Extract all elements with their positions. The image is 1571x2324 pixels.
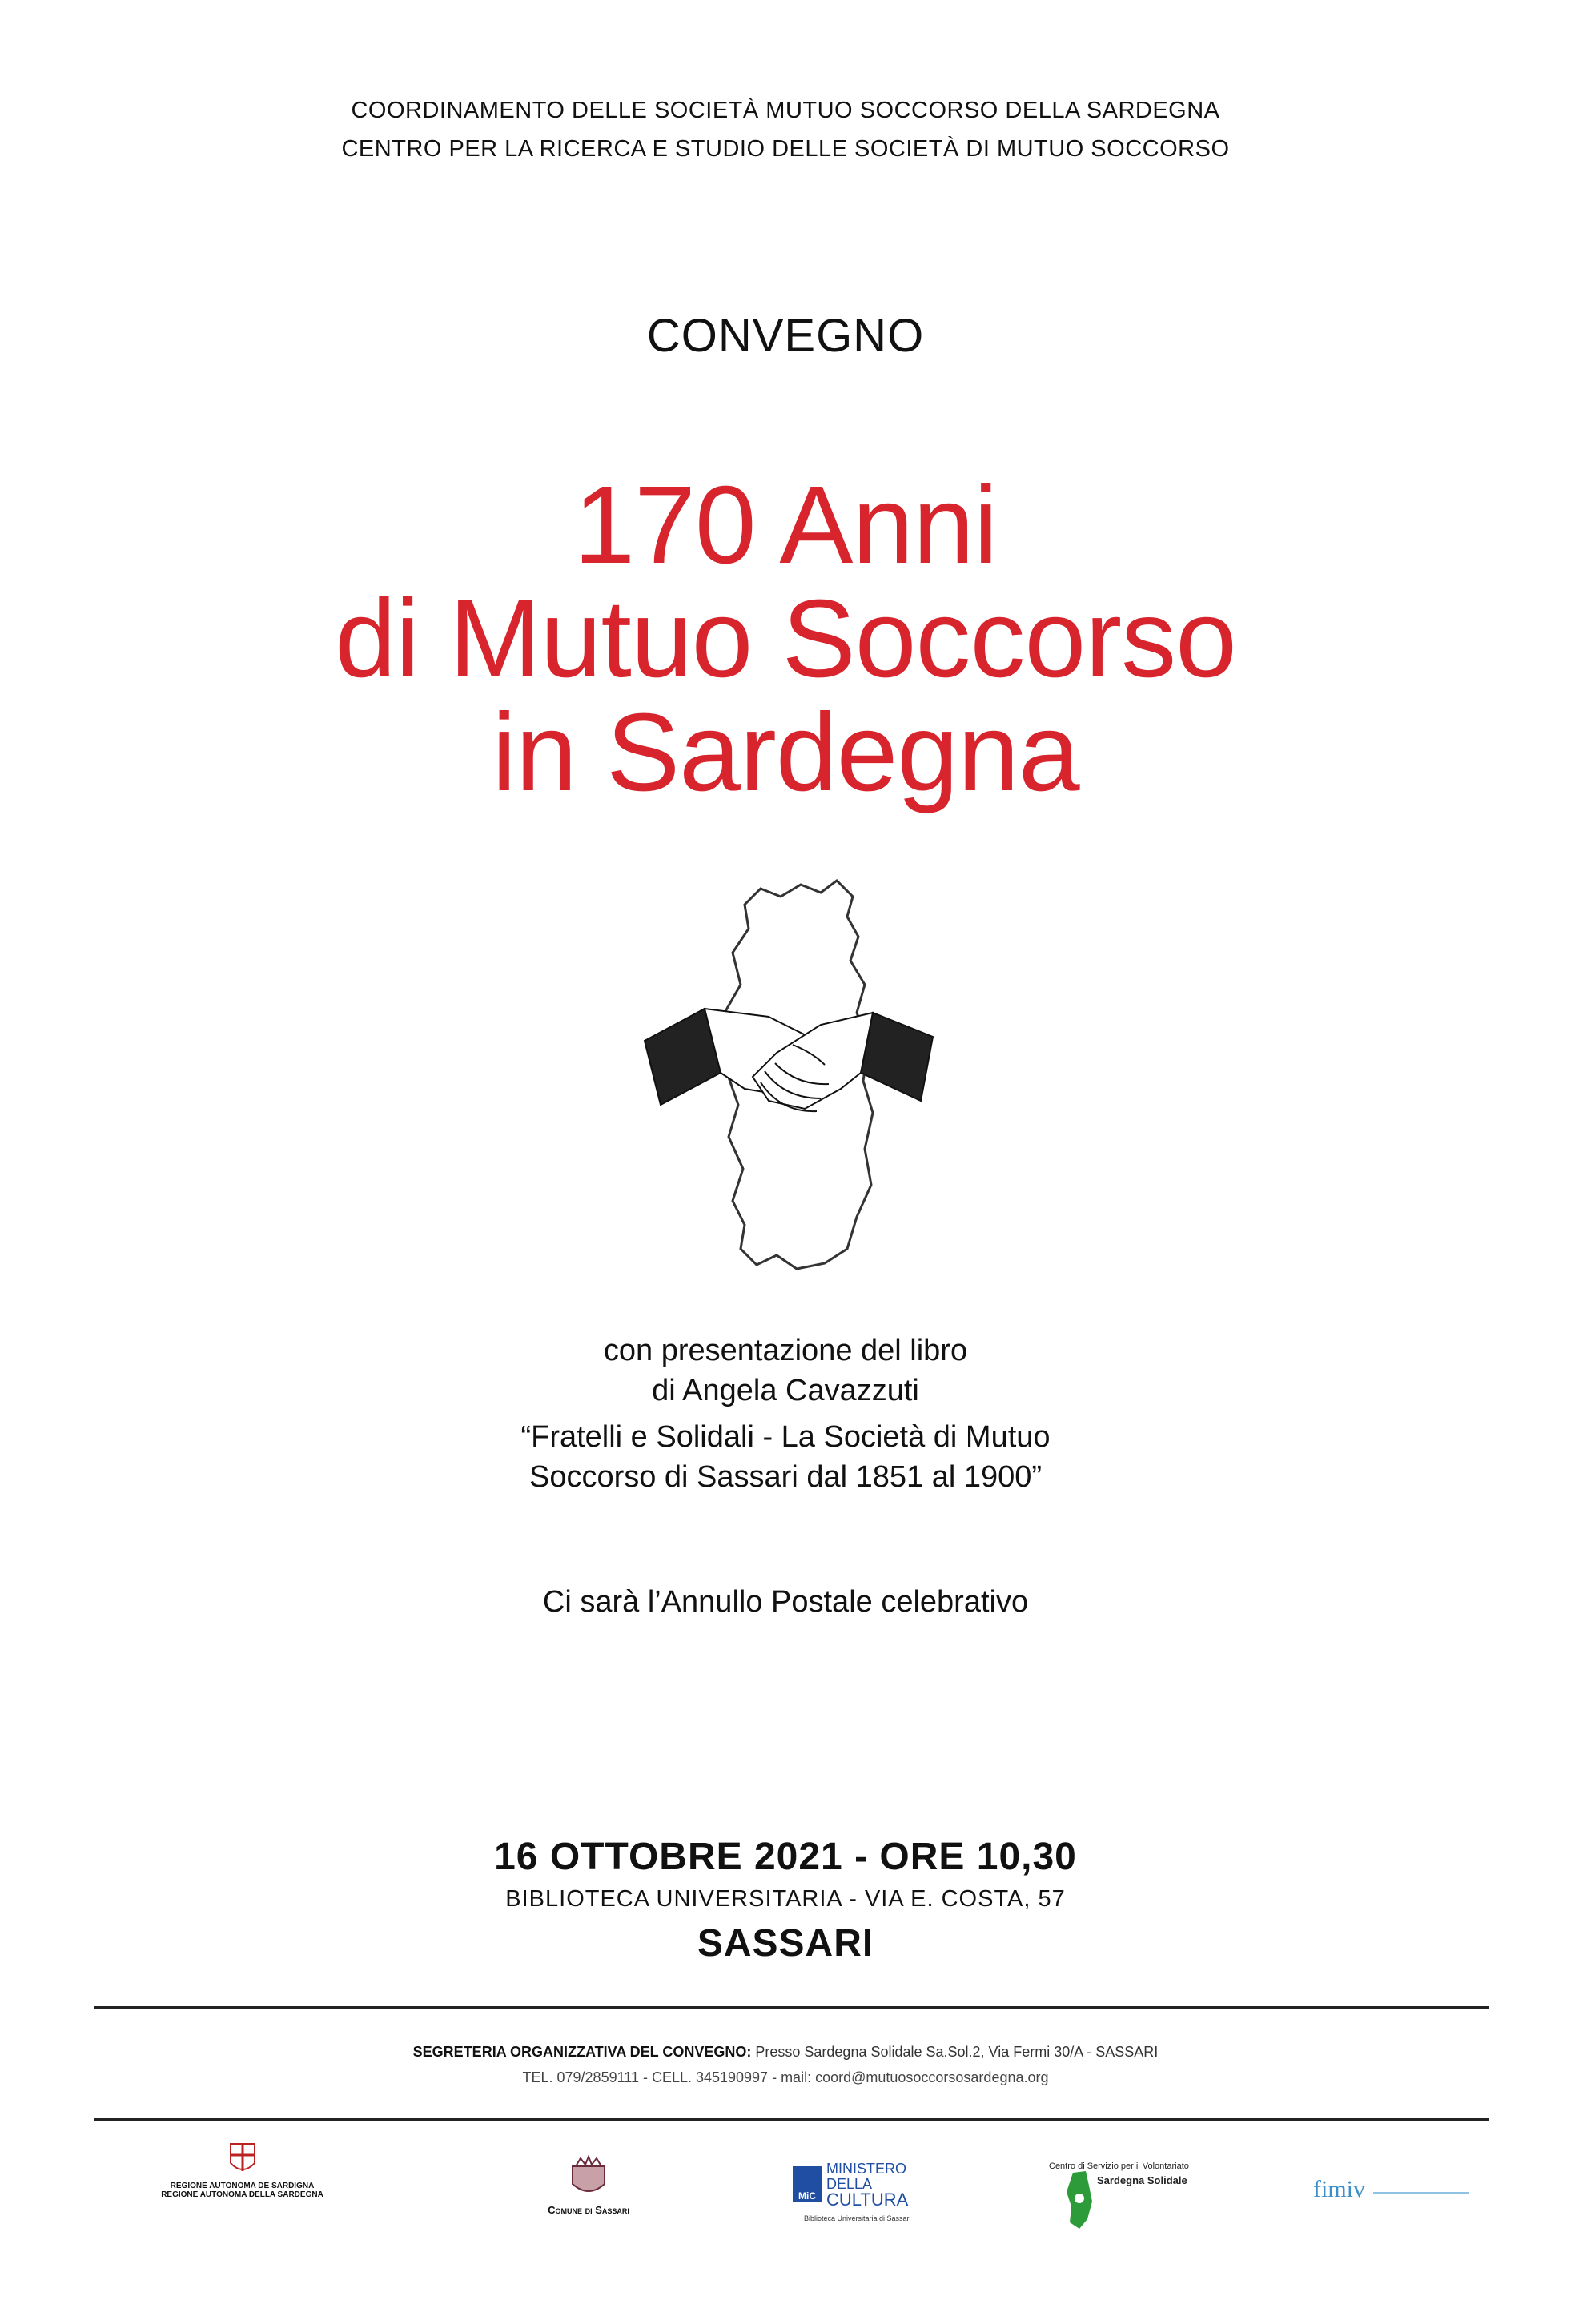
book-line-1: con presentazione del libro bbox=[603, 1334, 968, 1367]
ministero-line-3: CULTURA bbox=[826, 2190, 909, 2210]
mic-badge: MiC bbox=[793, 2166, 822, 2202]
comune-crest-icon bbox=[565, 2155, 613, 2200]
title-line-3: in Sardegna bbox=[492, 691, 1079, 814]
divider-top bbox=[94, 2006, 1489, 2009]
title-line-1: 170 Anni bbox=[573, 464, 998, 587]
ministero-sub: Biblioteca Universitaria di Sassari bbox=[804, 2214, 911, 2222]
book-title-line-1: “Fratelli e Solidali - La Società di Mutuo bbox=[520, 1420, 1051, 1454]
logo-fimiv bbox=[1313, 2176, 1489, 2203]
regione-line-1: REGIONE AUTONOMA DE SARDIGNA bbox=[170, 2182, 315, 2190]
secretariat-contacts: TEL. 079/2859111 - CELL. 345190997 - mail: coord@mutuosoccorsosardegna.org bbox=[522, 2069, 1049, 2085]
header-line-1: COORDINAMENTO DELLE SOCIETÀ MUTUO SOCCORSO DELLA SARDEGNA bbox=[351, 98, 1220, 123]
secretariat-label: SEGRETERIA ORGANIZZATIVA DEL CONVEGNO: bbox=[412, 2044, 752, 2060]
event-type: CONVEGNO bbox=[646, 310, 925, 362]
secretariat-address: Presso Sardegna Solidale Sa.Sol.2, Via Fermi 30/A - SASSARI bbox=[755, 2044, 1159, 2060]
ministero-line-2: DELLA bbox=[826, 2176, 873, 2192]
event-venue: BIBLIOTECA UNIVERSITARIA - VIA E. COSTA, 57 bbox=[505, 1886, 1066, 1912]
fimiv-label: fimiv bbox=[1313, 2176, 1365, 2202]
event-city: SASSARI bbox=[697, 1922, 874, 1965]
logo-regione-sardegna bbox=[84, 2139, 400, 2199]
book-title-line-2: Soccorso di Sassari dal 1851 al 1900” bbox=[528, 1460, 1043, 1494]
regione-crest-icon bbox=[229, 2139, 256, 2177]
csv-line-1: Centro di Servizio per il Volontariato bbox=[1049, 2161, 1189, 2171]
regione-line-2: REGIONE AUTONOMA DELLA SARDEGNA bbox=[161, 2190, 323, 2199]
divider-bottom bbox=[94, 2118, 1489, 2121]
handshake bbox=[645, 1009, 933, 1111]
csv-line-2: Sardegna Solidale bbox=[1097, 2174, 1187, 2186]
header-line-2: CENTRO PER LA RICERCA E STUDIO DELLE SOCIETÀ DI MUTUO SOCCORSO bbox=[341, 136, 1230, 162]
title-line-2: di Mutuo Soccorso bbox=[335, 577, 1236, 700]
handshake-map-illustration bbox=[633, 873, 945, 1281]
csv-island-icon bbox=[1063, 2169, 1095, 2230]
fimiv-tagline-rule bbox=[1373, 2192, 1469, 2194]
ministero-line-1: MINISTERO bbox=[826, 2161, 907, 2177]
comune-label: Comune di Sassari bbox=[548, 2204, 629, 2216]
book-line-2: di Angela Cavazzuti bbox=[652, 1374, 919, 1407]
secretariat-line bbox=[0, 2044, 1571, 2061]
postal-note: Ci sarà l’Annullo Postale celebrativo bbox=[542, 1585, 1029, 1619]
event-date: 16 OTTOBRE 2021 - ORE 10,30 bbox=[494, 1836, 1077, 1878]
logo-comune-sassari bbox=[528, 2155, 649, 2216]
